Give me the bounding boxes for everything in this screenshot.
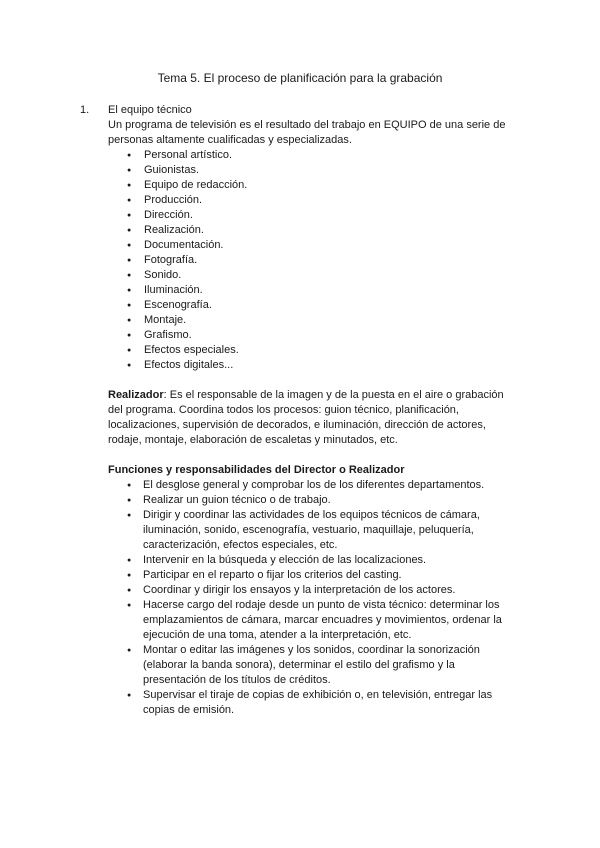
list-item: ● Personal artístico. bbox=[108, 148, 520, 163]
list-item: ● Participar en el reparto o fijar los criterios del casting. bbox=[108, 568, 520, 583]
list-item: ● Grafismo. bbox=[108, 328, 520, 343]
list-item: ● Realizar un guion técnico o de trabajo. bbox=[108, 493, 520, 508]
list-item: ● Iluminación. bbox=[108, 283, 520, 298]
team-list bbox=[108, 148, 520, 373]
section-intro: Un programa de televisión es el resultado del trabajo en EQUIPO de una serie de personas altamente cualificadas y especializadas. bbox=[108, 119, 506, 146]
section-heading: El equipo técnico bbox=[108, 104, 192, 116]
list-item: ● Montaje. bbox=[108, 313, 520, 328]
list-item: ● Fotografía. bbox=[108, 253, 520, 268]
list-item: ● Equipo de redacción. bbox=[108, 178, 520, 193]
list-item: ● Producción. bbox=[108, 193, 520, 208]
list-item: ● Documentación. bbox=[108, 238, 520, 253]
document-title: Tema 5. El proceso de planificación para la grabación bbox=[157, 71, 443, 85]
functions-heading: Funciones y responsabilidades del Director o Realizador bbox=[108, 464, 405, 476]
list-item: ● Hacerse cargo del rodaje desde un punto de vista técnico: determinar los emplazamientos de cámara, marcar encuadres y movimientos, ordenar la ejecución de una toma, atender a la interpretación, etc. bbox=[108, 598, 520, 643]
list-item: ● Coordinar y dirigir los ensayos y la interpretación de los actores. bbox=[108, 583, 520, 598]
list-item: ● Guionistas. bbox=[108, 163, 520, 178]
functions-list bbox=[108, 478, 520, 718]
list-item: ● El desglose general y comprobar los de los diferentes departamentos. bbox=[108, 478, 520, 493]
list-item: ● Realización. bbox=[108, 223, 520, 238]
section-equipo-tecnico bbox=[80, 103, 520, 718]
list-item: ● Efectos especiales. bbox=[108, 343, 520, 358]
list-item: ● Sonido. bbox=[108, 268, 520, 283]
list-item: ● Escenografía. bbox=[108, 298, 520, 313]
realizador-paragraph bbox=[108, 388, 520, 448]
list-item: ● Intervenir en la búsqueda y elección de las localizaciones. bbox=[108, 553, 520, 568]
realizador-text: : Es el responsable de la imagen y de la puesta en el aire o grabación del programa. Coordina todos los procesos: guion técnico, planificación, localizaciones, supervisión de decorados, e iluminación, dirección de actores, rodaje, montaje, elaboración de escaletas y minutados, etc. bbox=[108, 389, 504, 446]
list-item: ● Efectos digitales... bbox=[108, 358, 520, 373]
list-item: ● Supervisar el tiraje de copias de exhibición o, en televisión, entregar las copias de emisión. bbox=[108, 688, 520, 718]
list-item: ● Dirigir y coordinar las actividades de los equipos técnicos de cámara, iluminación, sonido, escenografía, vestuario, maquillaje, peluquería, caracterización, efectos especiales, etc. bbox=[108, 508, 520, 553]
section-header bbox=[80, 103, 520, 118]
section-number: 1. bbox=[80, 104, 90, 116]
realizador-label: Realizador bbox=[108, 389, 164, 401]
list-item: ● Montar o editar las imágenes y los sonidos, coordinar la sonorización (elaborar la banda sonora), determinar el estilo del grafismo y la presentación de los títulos de créditos. bbox=[108, 643, 520, 688]
list-item: ● Dirección. bbox=[108, 208, 520, 223]
